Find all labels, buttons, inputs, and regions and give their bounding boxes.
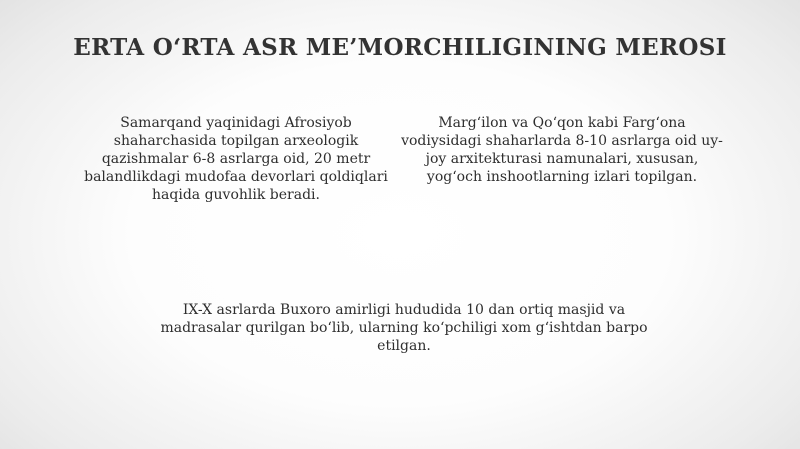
slide-title: ERTA O‘RTA ASR ME’MORCHILIGINING MEROSI bbox=[73, 34, 727, 61]
paragraph-fergana-valley: Marg‘ilon va Qo‘qon kabi Farg‘ona vodiysidagi shaharlarda 8-10 asrlarga oid uy-joy arxitekturasi namunalari, xususan, yog‘och inshootlarning izlari topilgan. bbox=[401, 115, 723, 185]
paragraph-afrosiyob: Samarqand yaqinidagi Afrosiyob shaharchasida topilgan arxeologik qazishmalar 6-8 asrlarga oid, 20 metr balandlikdagi mudofaa devorlari qoldiqlari haqida guvohlik beradi. bbox=[84, 115, 388, 203]
paragraph-bukhara: IX-X asrlarda Buxoro amirligi hududida 10 dan ortiq masjid va madrasalar qurilgan bo‘lib, ularning ko‘pchiligi xom g‘ishtdan barpo etilgan. bbox=[160, 302, 648, 354]
